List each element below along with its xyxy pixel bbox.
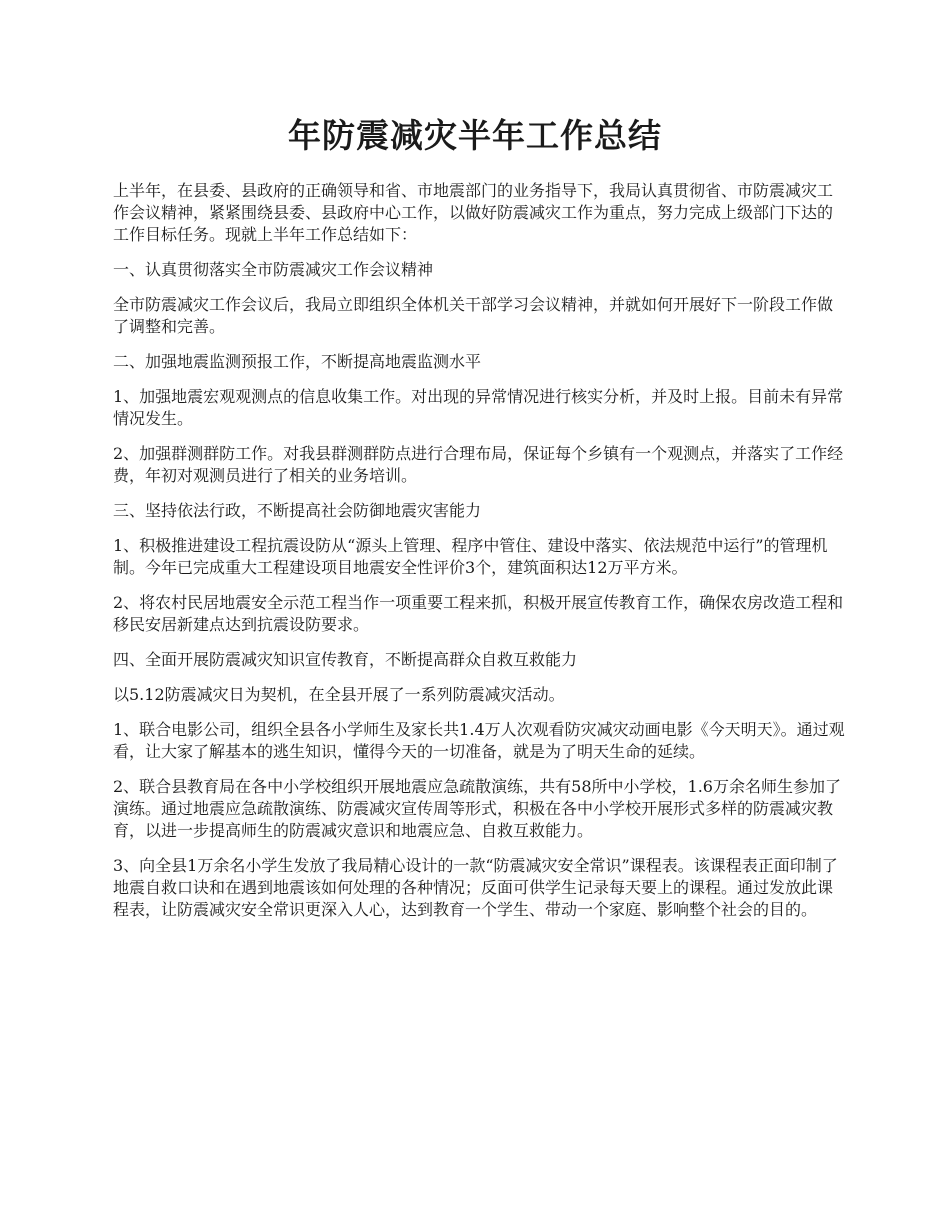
section-2-item-1: 1、加强地震宏观观测点的信息收集工作。对出现的异常情况进行核实分析，并及时上报。目前未有异常情况发生。 (113, 387, 844, 428)
section-3-item-2: 2、将农村民居地震安全示范工程当作一项重要工程来抓，积极开展宣传教育工作，确保农房改造工程和移民安居新建点达到抗震设防要求。 (113, 593, 844, 634)
intro-paragraph: 上半年，在县委、县政府的正确领导和省、市地震部门的业务指导下，我局认真贯彻省、市防震减灾工作会议精神，紧紧围绕县委、县政府中心工作，以做好防震减灾工作为重点，努力完成上级部门下达的工作目标任务。现就上半年工作总结如下： (113, 181, 834, 244)
section-heading-1: 一、认真贯彻落实全市防震减灾工作会议精神 (113, 260, 434, 279)
section-2-item-2: 2、加强群测群防工作。对我县群测群防点进行合理布局，保证每个乡镇有一个观测点，并落实了工作经费，年初对观测员进行了相关的业务培训。 (113, 444, 844, 485)
section-heading-2: 二、加强地震监测预报工作，不断提高地震监测水平 (113, 352, 482, 371)
section-heading-3: 三、坚持依法行政，不断提高社会防御地震灾害能力 (113, 501, 482, 520)
section-4-item-2: 2、联合县教育局在各中小学校组织开展地震应急疏散演练，共有58所中小学校，1.6万余名师生参加了演练。通过地震应急疏散演练、防震减灾宣传周等形式，积极在各中小学校开展形式多样的防震减灾教育，以进一步提高师生的防震减灾意识和地震应急、自救互救能力。 (113, 777, 841, 840)
section-1-paragraph: 全市防震减灾工作会议后，我局立即组织全体机关干部学习会议精神，并就如何开展好下一阶段工作做了调整和完善。 (113, 295, 834, 336)
section-4-intro: 以5.12防震减灾日为契机，在全县开展了一系列防震减灾活动。 (113, 685, 565, 704)
document-body (113, 180, 848, 934)
section-4-item-3: 3、向全县1万余名小学生发放了我局精心设计的一款“防震减灾安全常识”课程表。该课程表正面印制了地震自救口诀和在遇到地震该如何处理的各种情况；反面可供学生记录每天要上的课程。通过发放此课程表，让防震减灾安全常识更深入人心，达到教育一个学生、带动一个家庭、影响整个社会的目的。 (113, 856, 838, 919)
section-4-item-1: 1、联合电影公司，组织全县各小学师生及家长共1.4万人次观看防灾减灾动画电影《今天明天》。通过观看，让大家了解基本的逃生知识，懂得今天的一切准备，就是为了明天生命的延续。 (113, 720, 845, 761)
section-3-item-1: 1、积极推进建设工程抗震设防从“源头上管理、程序中管住、建设中落实、依法规范中运行”的管理机制。今年已完成重大工程建设项目地震安全性评价3个，建筑面积达12万平方米。 (113, 536, 828, 577)
section-heading-4: 四、全面开展防震减灾知识宣传教育，不断提高群众自救互救能力 (113, 650, 578, 669)
document-title: 年防震减灾半年工作总结 (288, 116, 662, 155)
